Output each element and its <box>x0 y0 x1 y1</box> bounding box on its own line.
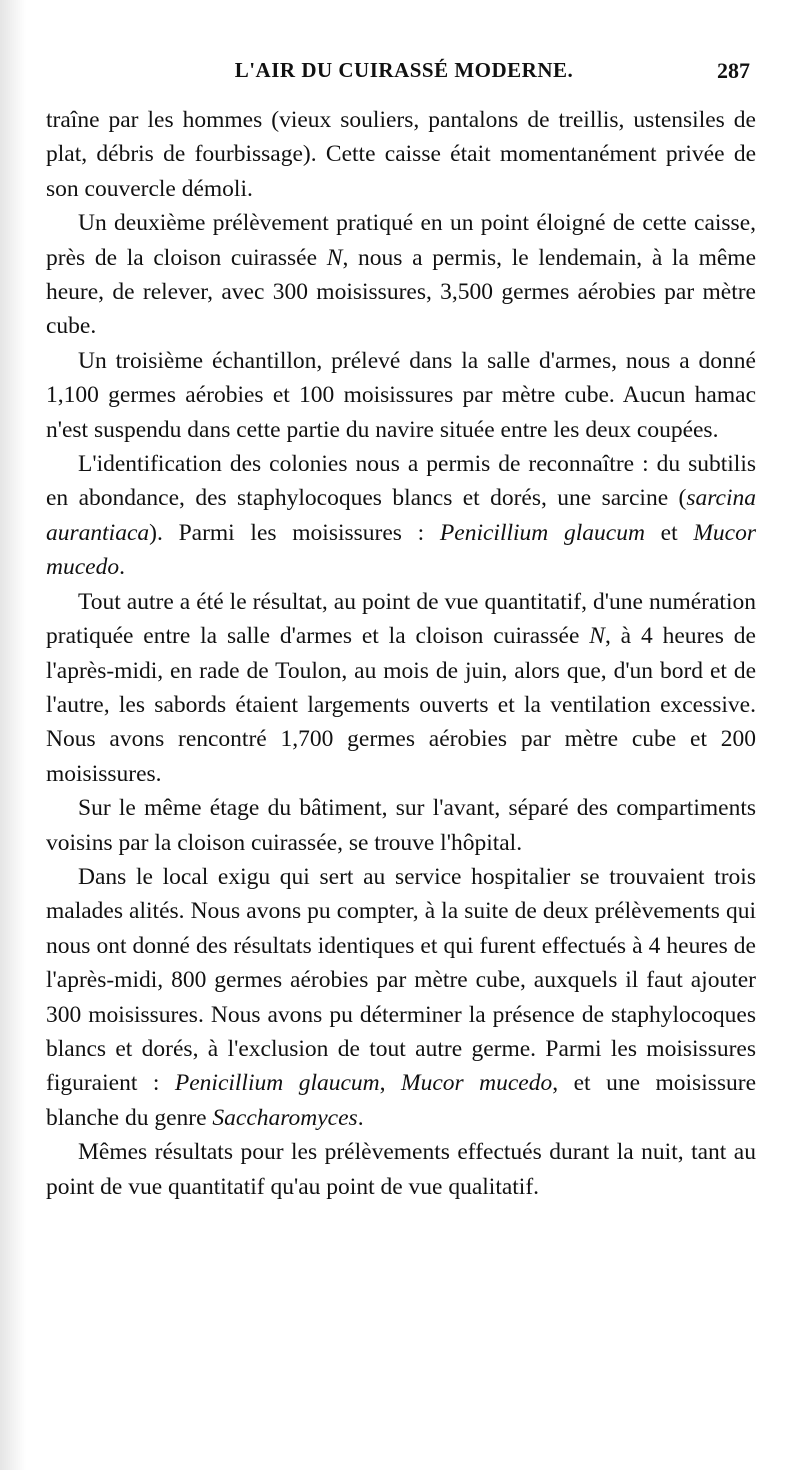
italic-text: N <box>326 244 343 271</box>
italic-text: Saccharomyces <box>212 1104 358 1131</box>
text-run: , nous a permis, le lendemain, à la même heure, de relever, avec 300 moisissures, 3,500 germes aérobies par mètre cube. <box>46 244 757 340</box>
text-run: Sur le même étage du bâtiment, sur l'avant, séparé des compartiments voisins par la cloison cuirassée, se trouve l'hôpital. <box>46 795 756 856</box>
text-run: Un troisième échantillon, prélevé dans la salle d'armes, nous a donné 1,100 germes aérobies et 100 moisissures par mètre cube. Aucun hamac n'est suspendu dans cette partie du navire située entre les deux coupées. <box>46 347 756 443</box>
text-run: et <box>644 519 694 546</box>
paragraph <box>46 1135 756 1204</box>
text-run: . <box>357 1104 364 1131</box>
text-run: L'identification des colonies nous a permis de reconnaître : du subtilis en abondance, des staphylocoques blancs et dorés, une sarcine ( <box>46 451 756 512</box>
page-header <box>44 58 764 92</box>
italic-text: Mucor mucedo <box>46 519 756 581</box>
page-edge-shadow <box>0 0 26 1470</box>
italic-text: sarcina aurantiaca <box>46 485 756 546</box>
paragraph <box>46 447 756 585</box>
italic-text: Penicillium glaucum <box>174 1070 380 1097</box>
italic-text: Mucor mucedo <box>401 1070 553 1097</box>
text-run: . <box>119 554 125 581</box>
text-run: , à 4 heures de l'après-midi, en rade de Toulon, au mois de juin, alors que, d'un bord et de l'autre, les sabords étaient largements ouverts et la ventilation excessive. Nous avons rencontré 1,700 germes aérobies par mètre cube et 200 moisissures. <box>46 623 756 787</box>
paragraph <box>46 791 756 860</box>
text-run: Tout autre a été le résultat, au point de vue quantitatif, d'une numération pratiquée entre la salle d'armes et la cloison cuirassée <box>46 588 756 650</box>
text-run: Mêmes résultats pour les prélèvements effectués durant la nuit, tant au point de vue quantitatif qu'au point de vue qualitatif. <box>46 1139 756 1200</box>
paragraph <box>46 206 756 344</box>
body-text <box>46 103 756 1204</box>
text-run: Un deuxième prélèvement pratiqué en un point éloigné de cette caisse, près de la cloison cuirassée <box>46 210 756 271</box>
italic-text: Penicillium glaucum <box>439 519 645 546</box>
running-title: L'AIR DU CUIRASSÉ MODERNE. <box>234 58 574 82</box>
paragraph <box>46 344 756 447</box>
paragraph <box>46 585 756 791</box>
page-number: 287 <box>717 58 750 83</box>
text-run: , <box>379 1070 402 1097</box>
paragraph <box>46 103 756 206</box>
text-run: , et une moisissure blanche du genre <box>46 1070 757 1131</box>
italic-text: N <box>589 623 605 650</box>
text-run: Dans le local exigu qui sert au service hospitalier se trouvaient trois malades alités. Nous avons pu compter, à la suite de deux prélèvements qui nous ont donné des résultats identiques et qui furent effectués à 4 heures de l'après-midi, 800 germes aérobies par mètre cube, auxquels il faut ajouter 300 moisissures. Nous avons pu déterminer la présence de staphylocoques blancs et dorés, à l'exclusion de tout autre germe. Parmi les moisissures figuraient : <box>46 863 756 1097</box>
paragraph <box>46 860 756 1135</box>
text-run: ). Parmi les moisissures : <box>149 519 440 546</box>
text-run: traîne par les hommes (vieux souliers, pantalons de treillis, ustensiles de plat, débris de fourbissage). Cette caisse était momentanément privée de son couvercle démoli. <box>46 107 756 202</box>
